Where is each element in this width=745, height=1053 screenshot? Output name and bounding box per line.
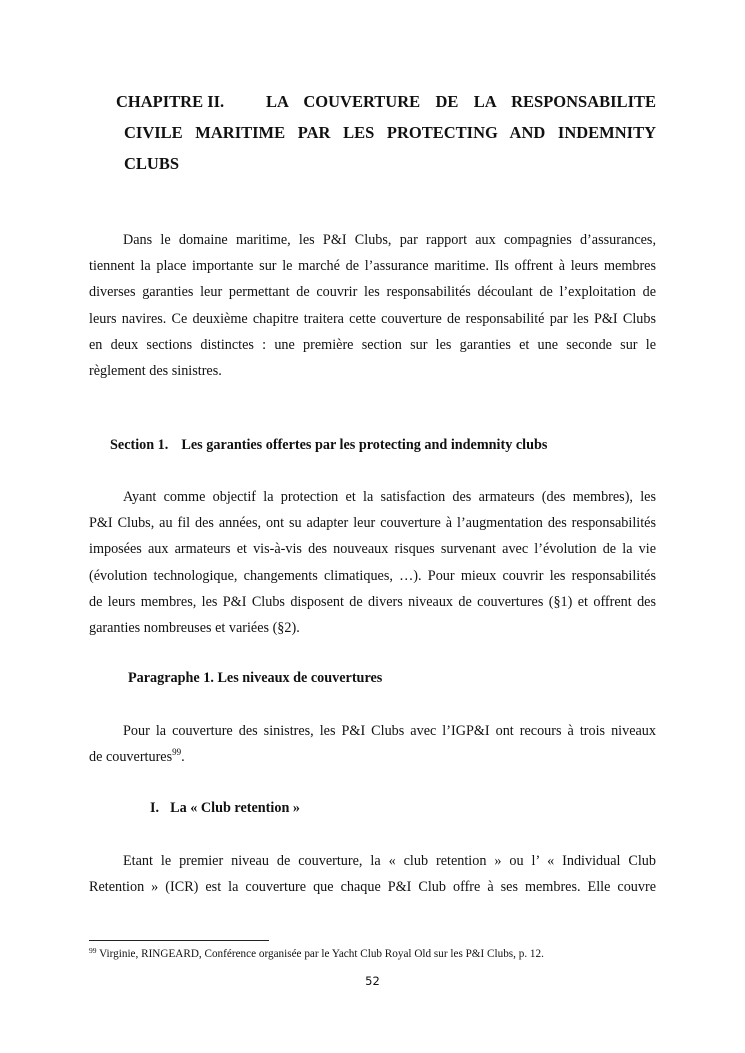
footnote-reference[interactable]: 99 [172, 747, 182, 758]
footnote-text: Virginie, RINGEARD, Conférence organisée par le Yacht Club Royal Old sur les P&I Clubs, p. 12. [99, 948, 544, 960]
text-line: Retention » (ICR) est la couverture que chaque P&I Club offre à ses membres. Elle couvre [89, 879, 656, 896]
text-line: diverses garanties leur permettant de couvrir les responsabilités découlant de l’exploitation de [89, 284, 656, 301]
section-heading [110, 437, 547, 454]
chapter-title-line-2: CIVILE MARITIME PAR LES PROTECTING AND INDEMNITY [124, 123, 656, 142]
paragraph-heading [128, 670, 382, 687]
subsection-paragraph [89, 848, 656, 900]
subsection-heading [150, 800, 300, 817]
text-line: Etant le premier niveau de couverture, la « club retention » ou l’ « Individual Club [123, 853, 656, 869]
chapter-title-line-3: CLUBS [124, 154, 180, 173]
text-fragment: de couvertures [89, 749, 173, 766]
paragraph-title: Les niveaux de couvertures [217, 670, 383, 686]
text-line: garanties nombreuses et variées (§2). [89, 620, 300, 637]
text-line: (évolution technologique, changements climatiques, …). Pour mieux couvrir les responsabilités [89, 567, 656, 584]
page-number: 52 [365, 974, 380, 988]
text-line: tiennent la place importante sur le marché de l’assurance maritime. Ils offrent à leurs membres [89, 258, 656, 275]
text-line: Ayant comme objectif la protection et la satisfaction des armateurs (des membres), les [123, 489, 656, 505]
subsection-number: I. [150, 800, 160, 816]
section-number: Section 1. [110, 437, 169, 453]
chapter-number: CHAPITRE II. [116, 92, 225, 111]
footnote-separator [89, 940, 269, 941]
text-fragment: . [181, 749, 185, 766]
chapter-heading [116, 86, 656, 179]
text-line: imposées aux armateurs et vis-à-vis des nouveaux risques survenant avec l’évolution de la vie [89, 541, 656, 558]
chapter-title-line-1: LA COUVERTURE DE LA RESPONSABILITE [266, 92, 656, 111]
text-line [89, 744, 656, 770]
paragraph-number: Paragraphe 1. [128, 670, 214, 686]
text-line: de leurs membres, les P&I Clubs disposent de divers niveaux de couvertures (§1) et offrent des [89, 593, 656, 610]
text-line: Dans le domaine maritime, les P&I Clubs, par rapport aux compagnies d’assurances, [123, 232, 656, 248]
subsection-title: La « Club retention » [170, 800, 300, 816]
footnote [89, 948, 544, 960]
text-line: en deux sections distinctes : une première section sur les garanties et une seconde sur le [89, 336, 656, 353]
paragraph-text [89, 718, 656, 770]
intro-paragraph [89, 227, 656, 384]
text-line: P&I Clubs, au fil des années, ont su adapter leur couverture à l’augmentation des responsabilités [89, 515, 656, 532]
text-line: Pour la couverture des sinistres, les P&I Clubs avec l’IGP&I ont recours à trois niveaux [123, 723, 656, 739]
text-line: règlement des sinistres. [89, 363, 222, 380]
section-paragraph [89, 484, 656, 641]
footnote-number: 99 [89, 946, 97, 955]
section-title: Les garanties offertes par les protecting and indemnity clubs [181, 437, 548, 453]
text-line: leurs navires. Ce deuxième chapitre traitera cette couverture de responsabilité par les P&I Clubs [89, 310, 656, 327]
